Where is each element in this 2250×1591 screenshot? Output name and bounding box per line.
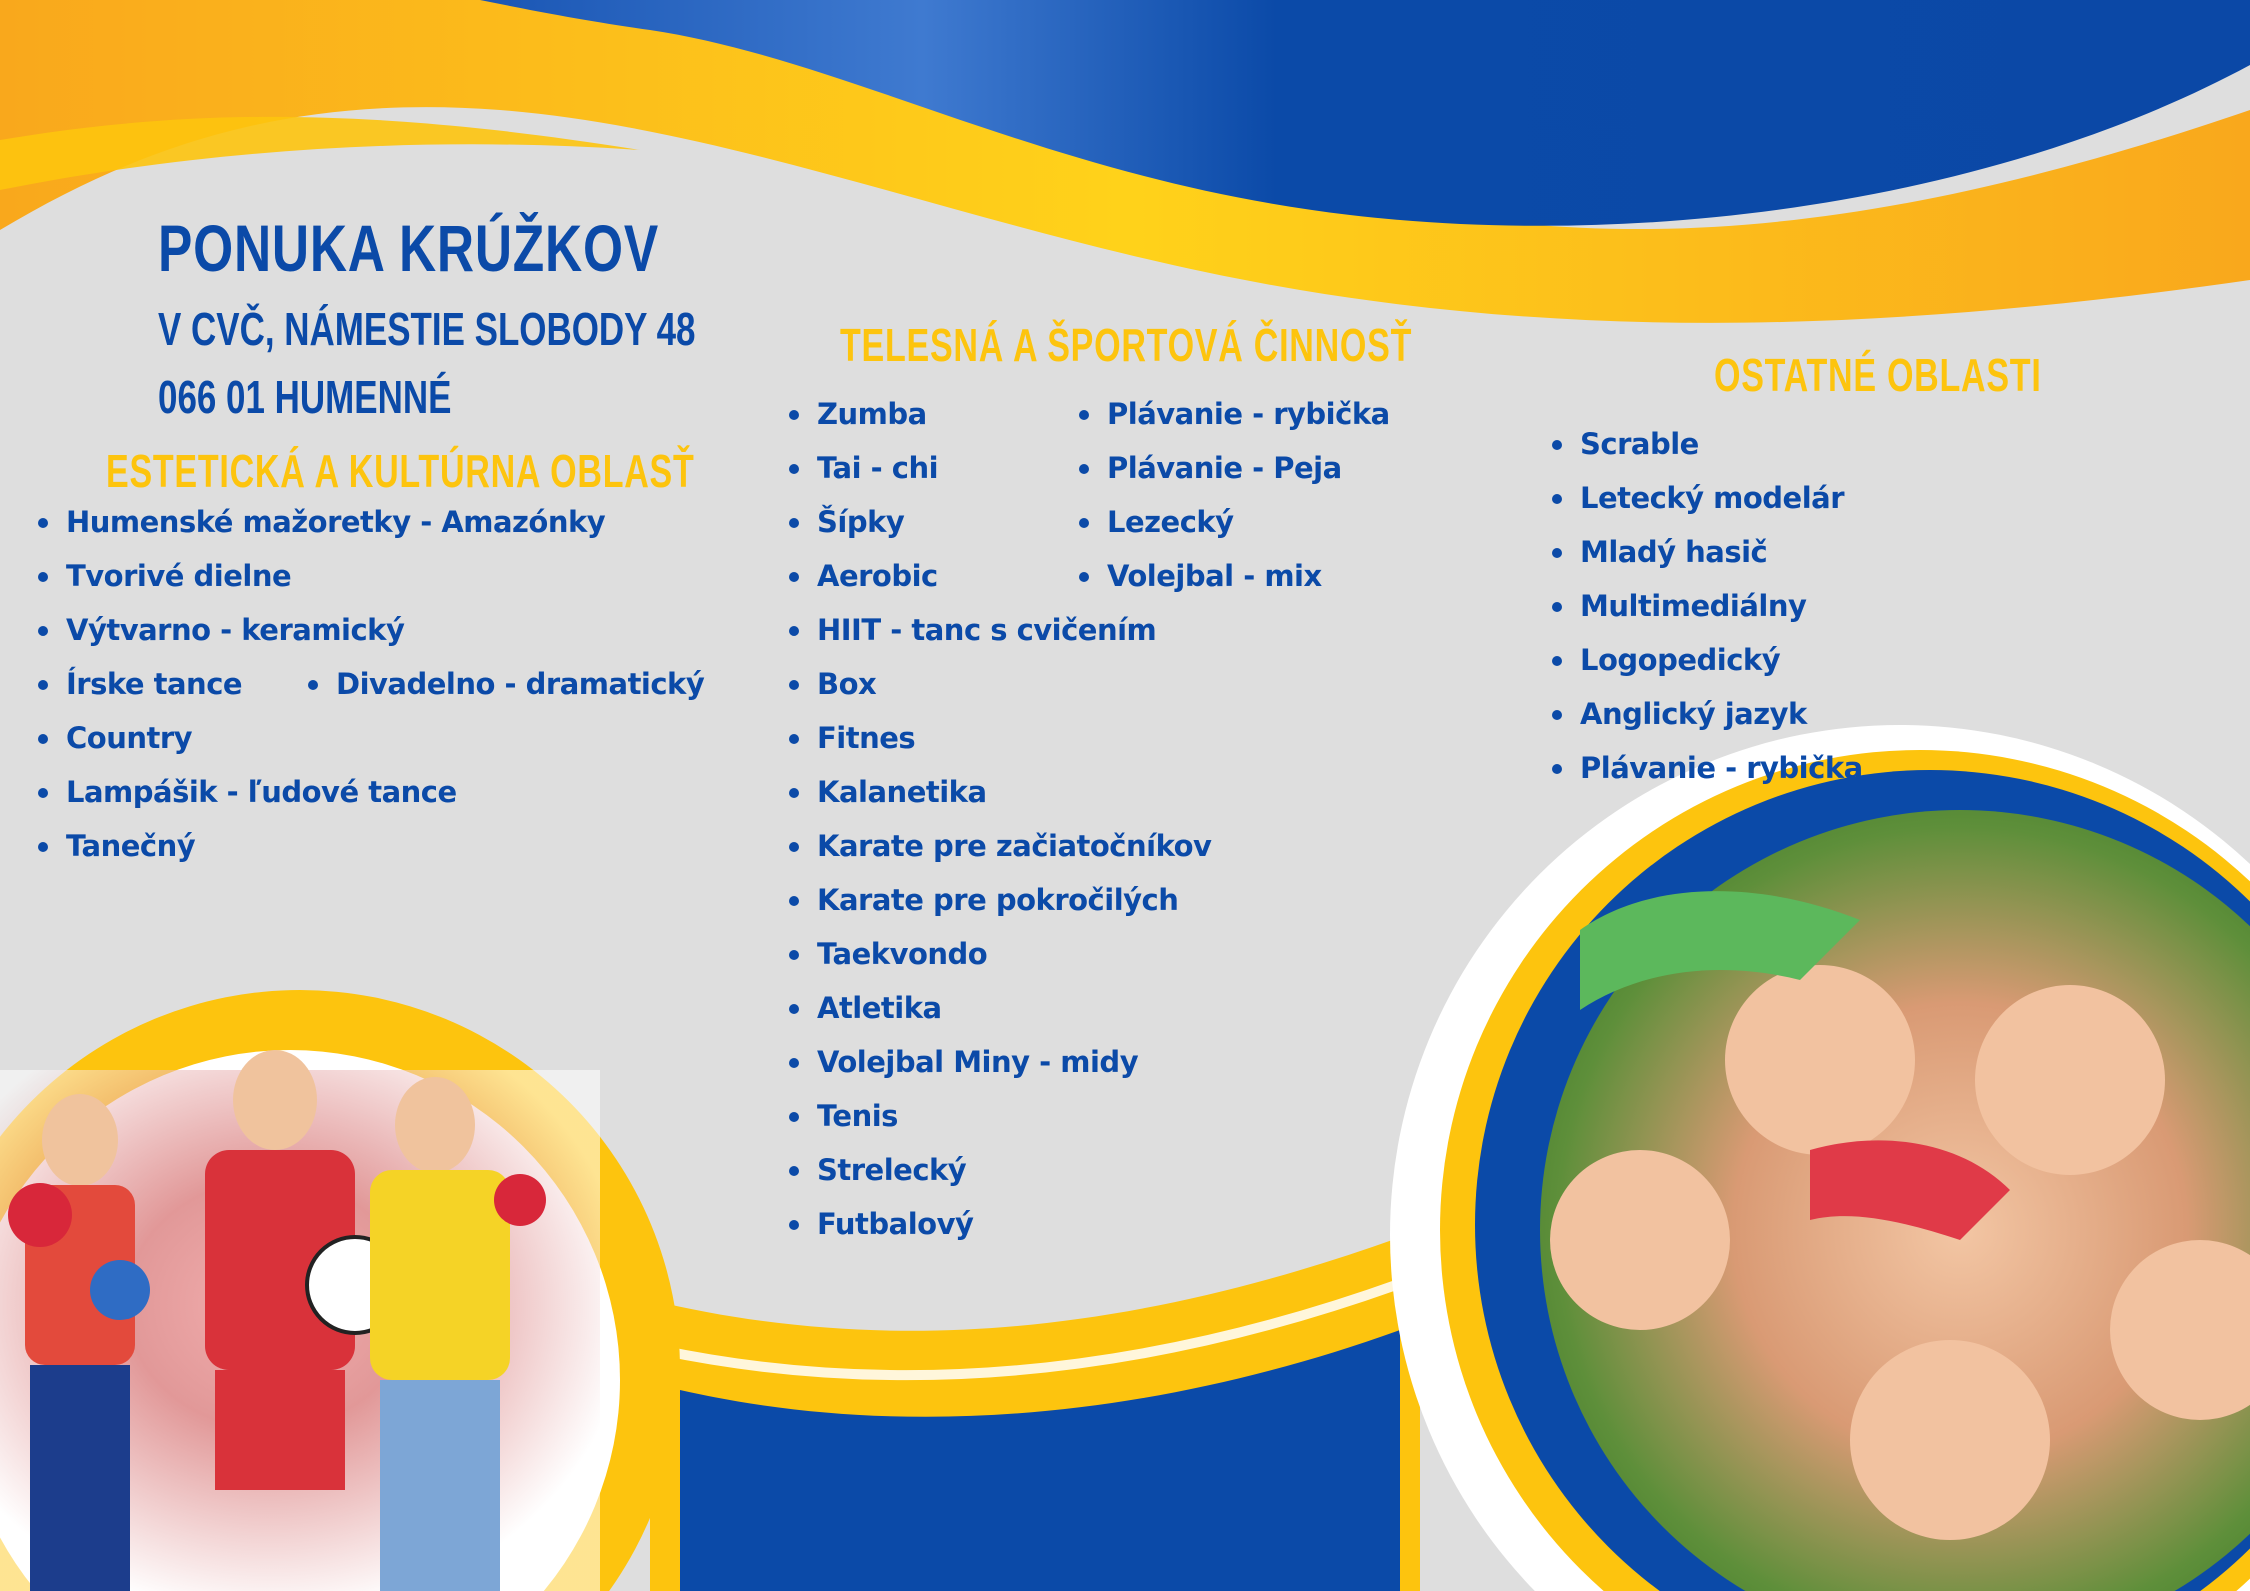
list-item: Tenis bbox=[787, 1089, 1211, 1143]
children-sports-photo bbox=[0, 1050, 600, 1591]
list-item: Karate pre pokročilých bbox=[787, 873, 1211, 927]
list-item: Fitnes bbox=[787, 711, 1211, 765]
list-item: Plávanie - rybička bbox=[1077, 387, 1390, 441]
list-item: Zumba bbox=[787, 387, 1211, 441]
list-item: Plávanie - rybička bbox=[1550, 741, 1863, 795]
aesthetic-section-heading: ESTETICKÁ A KULTÚRNA OBLASŤ bbox=[106, 445, 695, 497]
list-item: Divadelno - dramatický bbox=[306, 657, 704, 711]
list-item: Scrable bbox=[1550, 417, 1863, 471]
list-item: Mladý hasič bbox=[1550, 525, 1863, 579]
list-item: Výtvarno - keramický bbox=[36, 603, 605, 657]
list-item: Lampášik - ľudové tance bbox=[36, 765, 605, 819]
list-item: Karate pre začiatočníkov bbox=[787, 819, 1211, 873]
aesthetic-list-secondary bbox=[306, 657, 704, 711]
list-item: Letecký modelár bbox=[1550, 471, 1863, 525]
list-item: Strelecký bbox=[787, 1143, 1211, 1197]
list-item: Futbalový bbox=[787, 1197, 1211, 1251]
list-item: Volejbal Miny - midy bbox=[787, 1035, 1211, 1089]
list-item: Taekvondo bbox=[787, 927, 1211, 981]
sports-section-heading: TELESNÁ A ŠPORTOVÁ ČINNOSŤ bbox=[840, 319, 1413, 371]
list-item: HIIT - tanc s cvičením bbox=[787, 603, 1211, 657]
list-item: Kalanetika bbox=[787, 765, 1211, 819]
list-item: Multimediálny bbox=[1550, 579, 1863, 633]
list-item: Lezecký bbox=[1077, 495, 1390, 549]
list-item: Volejbal - mix bbox=[1077, 549, 1390, 603]
list-item: Írske tance bbox=[36, 657, 605, 711]
sports-list-secondary bbox=[1077, 387, 1390, 603]
list-item: Logopedický bbox=[1550, 633, 1863, 687]
children-circle-photo bbox=[1540, 810, 2250, 1591]
page-title: PONUKA KRÚŽKOV bbox=[158, 211, 659, 285]
list-item: Atletika bbox=[787, 981, 1211, 1035]
list-item: Country bbox=[36, 711, 605, 765]
list-item: Box bbox=[787, 657, 1211, 711]
list-item: Plávanie - Peja bbox=[1077, 441, 1390, 495]
other-section-heading: OSTATNÉ OBLASTI bbox=[1714, 349, 2042, 401]
list-item: Aerobic bbox=[787, 549, 1211, 603]
list-item: Šípky bbox=[787, 495, 1211, 549]
list-item: Tai - chi bbox=[787, 441, 1211, 495]
postal-line: 066 01 HUMENNÉ bbox=[158, 371, 452, 423]
address-line: V CVČ, NÁMESTIE SLOBODY 48 bbox=[158, 303, 696, 355]
list-item: Tvorivé dielne bbox=[36, 549, 605, 603]
list-item: Tanečný bbox=[36, 819, 605, 873]
list-item: Anglický jazyk bbox=[1550, 687, 1863, 741]
list-item: Humenské mažoretky - Amazónky bbox=[36, 495, 605, 549]
other-list bbox=[1550, 417, 1863, 795]
